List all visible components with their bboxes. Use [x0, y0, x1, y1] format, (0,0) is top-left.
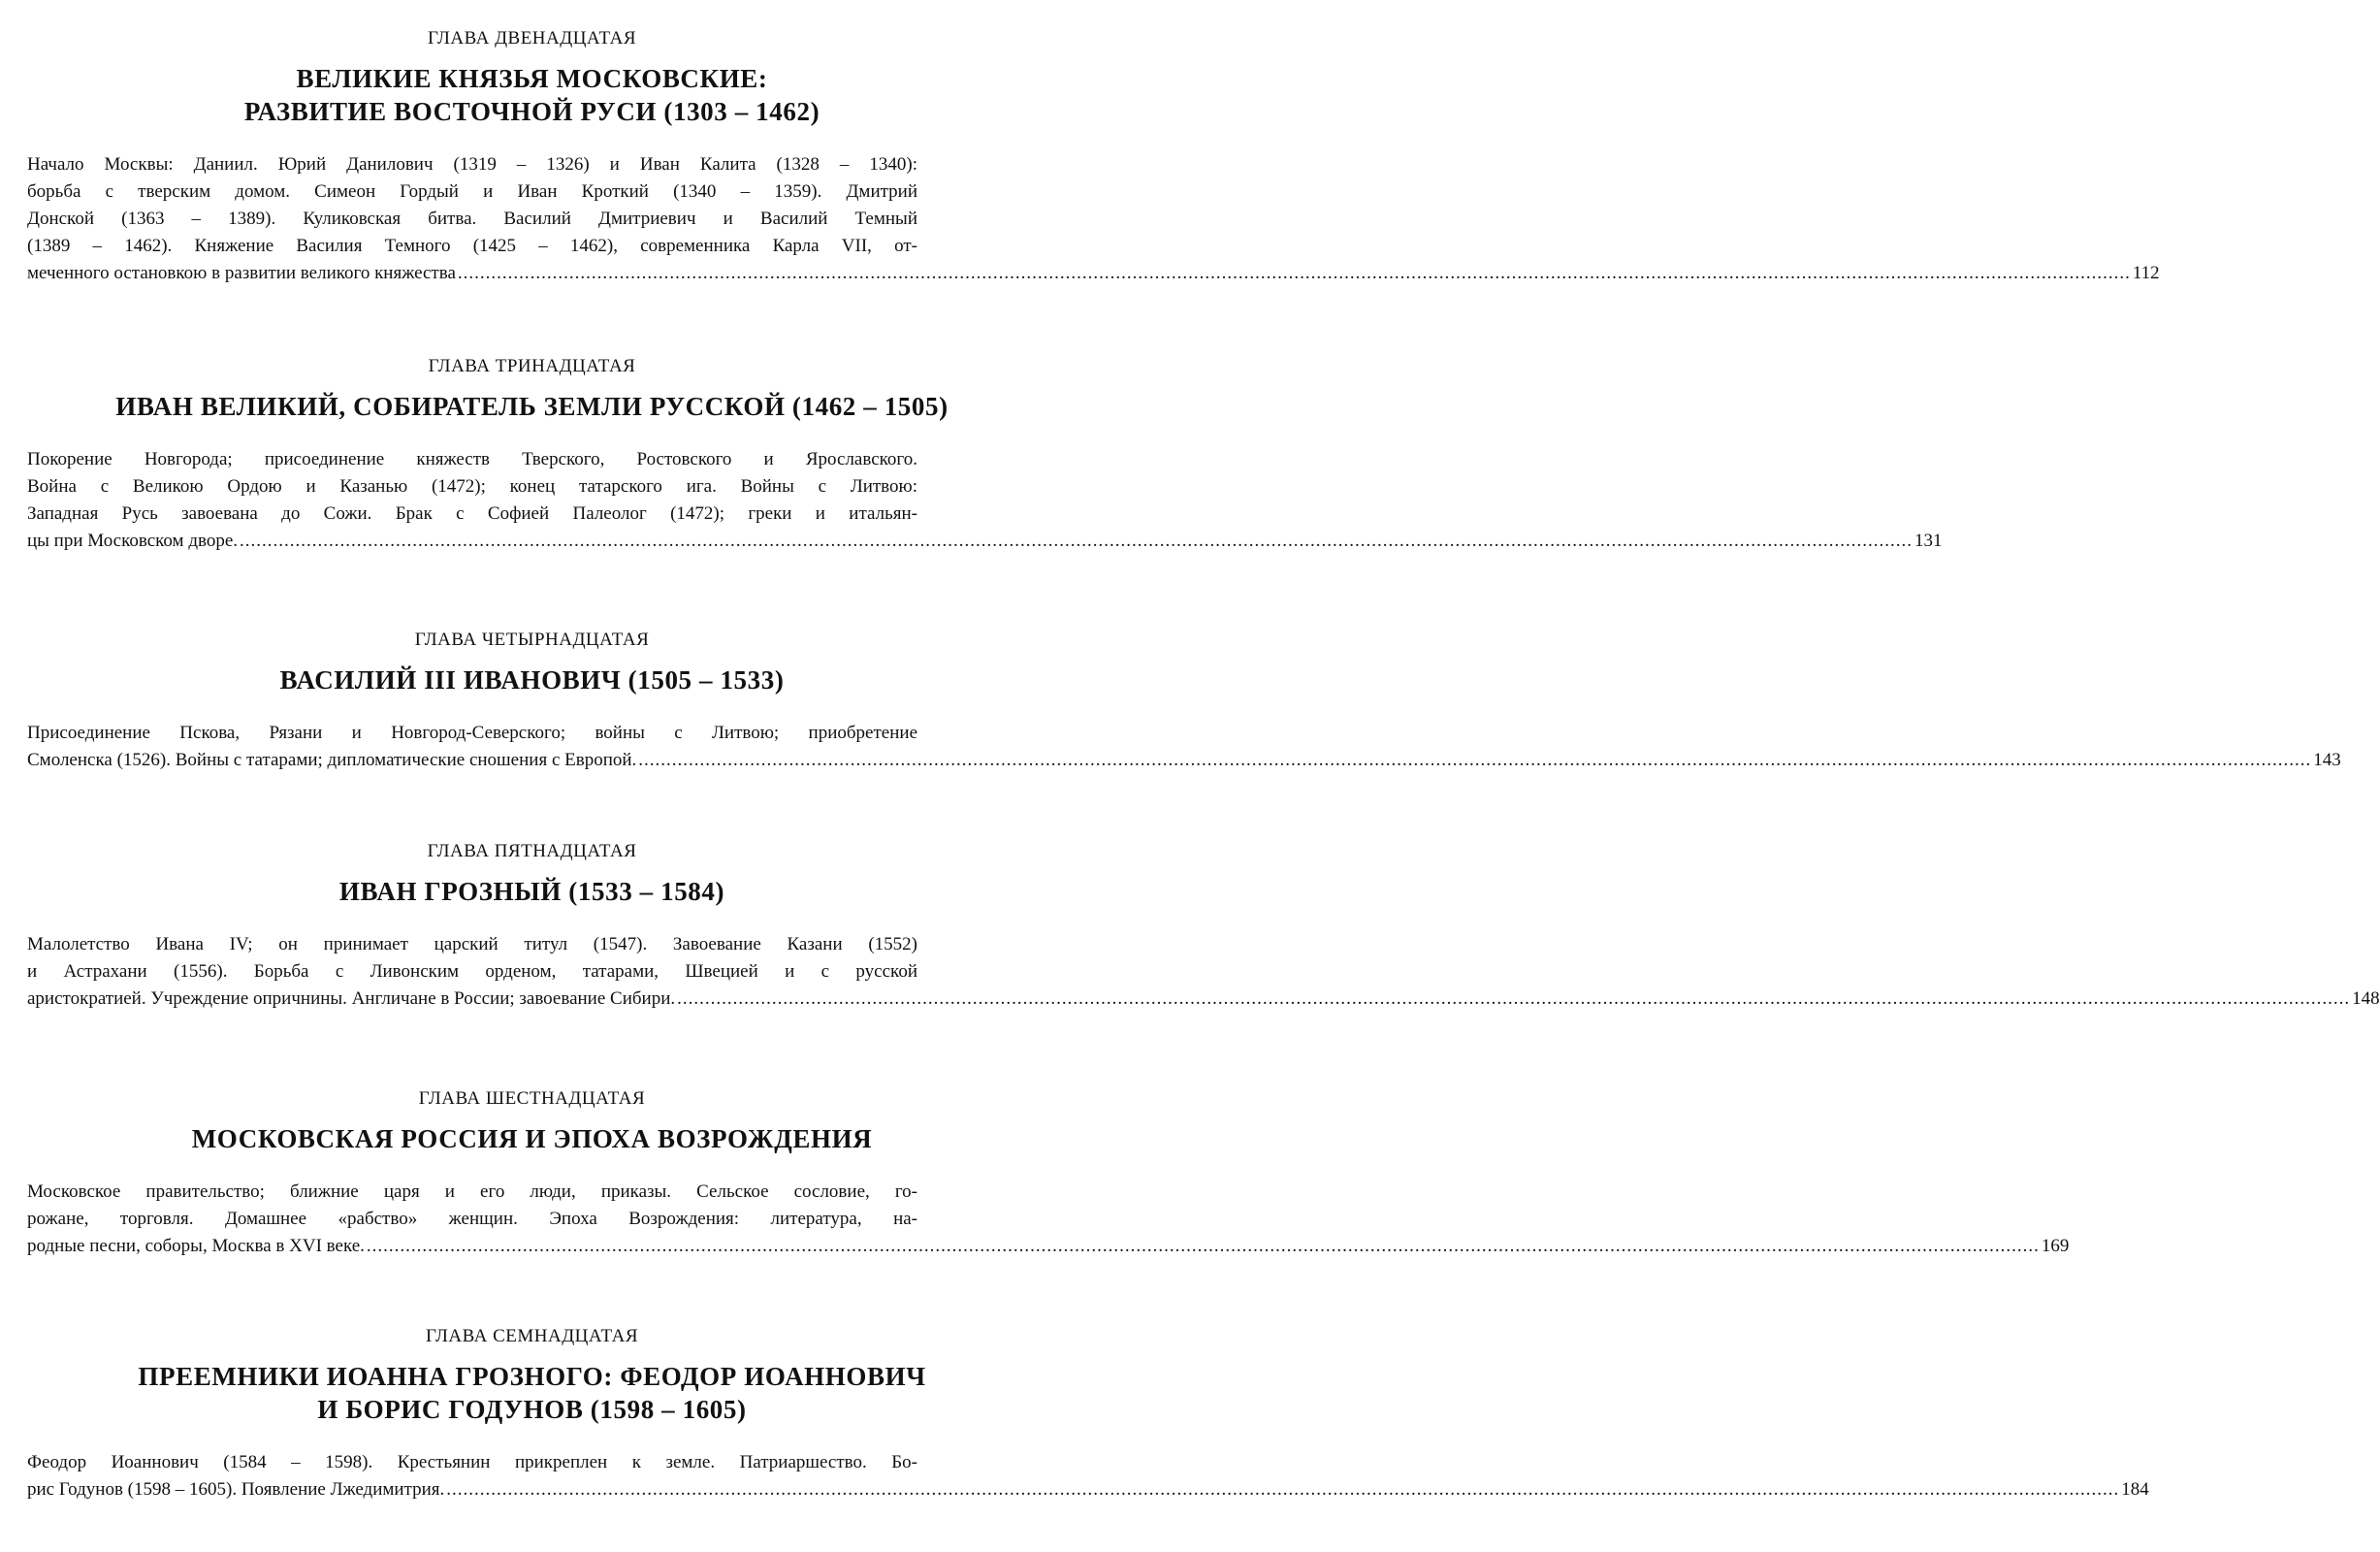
chapter-title-line: РАЗВИТИЕ ВОСТОЧНОЙ РУСИ (1303 – 1462) — [243, 97, 820, 126]
page-number: 112 — [2132, 263, 2160, 283]
summary-line: Донской (1363 – 1389). Куликовская битва. Василий Дмитриевич и Василий Темный — [27, 209, 917, 229]
chapter-summary — [27, 931, 2380, 1013]
chapter-entry — [0, 27, 2160, 287]
chapter-label: ГЛАВА ДВЕНАДЦАТАЯ — [427, 28, 637, 48]
chapter-title-line: ВЕЛИКИЕ КНЯЗЬЯ МОСКОВСКИЕ: — [296, 64, 768, 93]
summary-last-line — [27, 986, 2380, 1013]
summary-last-line — [27, 260, 2160, 287]
summary-line: (1389 – 1462). Княжение Василия Темного (1425 – 1462), современника Карла VII, от- — [27, 236, 917, 256]
summary-line: рожане, торговля. Домашнее «рабство» женщин. Эпоха Возрождения: литература, на- — [27, 1209, 917, 1229]
summary-line: Московское правительство; ближние царя и его люди, приказы. Сельское сословие, го- — [27, 1181, 917, 1202]
summary-last-line — [27, 1476, 2149, 1504]
chapter-entry — [0, 1087, 2070, 1260]
summary-last-line — [27, 747, 2341, 774]
dot-leader: ............................................................................................................................................................................................................................................................................................................ — [366, 1236, 2040, 1256]
chapter-entry — [0, 629, 2341, 774]
chapter-summary — [27, 1179, 2070, 1260]
summary-line: Война с Великою Ордою и Казанью (1472); конец татарского ига. Войны с Литвою: — [27, 476, 917, 497]
summary-line: Присоединение Пскова, Рязани и Новгород-Северского; войны с Литвою; приобретение — [27, 723, 917, 743]
chapter-summary — [27, 1449, 2149, 1504]
dot-leader: ............................................................................................................................................................................................................................................................................................................ — [638, 750, 2312, 770]
chapter-title-line: ИВАН ГРОЗНЫЙ (1533 – 1584) — [338, 877, 725, 906]
page-number: 184 — [2121, 1479, 2149, 1500]
summary-line: Феодор Иоаннович (1584 – 1598). Крестьянин прикреплен к земле. Патриаршество. Бо- — [27, 1452, 917, 1472]
page-number: 148 — [2352, 988, 2380, 1009]
summary-line: Покорение Новгорода; присоединение княжеств Тверского, Ростовского и Ярославского. — [27, 449, 917, 469]
summary-line: Начало Москвы: Даниил. Юрий Данилович (1319 – 1326) и Иван Калита (1328 – 1340): — [27, 154, 917, 175]
chapter-title-line: И БОРИС ГОДУНОВ (1598 – 1605) — [317, 1395, 747, 1424]
chapter-title — [0, 875, 1056, 908]
summary-line: Малолетство Ивана IV; он принимает царский титул (1547). Завоевание Казани (1552) — [27, 934, 917, 954]
dot-leader: ............................................................................................................................................................................................................................................................................................................ — [677, 988, 2351, 1009]
page-number: 169 — [2041, 1236, 2070, 1256]
chapter-title-line: ВАСИЛИЙ III ИВАНОВИЧ (1505 – 1533) — [279, 665, 785, 695]
chapter-title — [0, 663, 1056, 696]
summary-line: Западная Русь завоевана до Сожи. Брак с Софией Палеолог (1472); греки и итальян- — [27, 503, 917, 524]
chapter-entry — [0, 355, 1943, 555]
page-number: 143 — [2313, 750, 2341, 770]
chapter-title — [0, 390, 1056, 423]
chapter-title — [0, 62, 1056, 128]
chapter-label: ГЛАВА СЕМНАДЦАТАЯ — [425, 1326, 638, 1346]
summary-line: Смоленска (1526). Войны с татарами; дипломатические сношения с Европой. — [27, 750, 637, 770]
summary-last-line — [27, 528, 1943, 555]
chapter-summary — [27, 446, 1943, 555]
chapter-label: ГЛАВА ПЯТНАДЦАТАЯ — [427, 841, 637, 861]
summary-line: меченного остановкою в развитии великого княжества — [27, 263, 456, 283]
chapter-label: ГЛАВА ЧЕТЫРНАДЦАТАЯ — [414, 630, 650, 650]
dot-leader: ............................................................................................................................................................................................................................................................................................................ — [240, 531, 1914, 551]
summary-line: рис Годунов (1598 – 1605). Появление Лжедимитрия. — [27, 1479, 445, 1500]
chapter-title — [0, 1360, 1056, 1426]
chapter-summary — [27, 720, 2341, 774]
summary-last-line — [27, 1233, 2070, 1260]
chapter-summary — [27, 151, 2160, 287]
summary-line: борьба с тверским домом. Симеон Гордый и Иван Кроткий (1340 – 1359). Дмитрий — [27, 181, 917, 202]
dot-leader: ............................................................................................................................................................................................................................................................................................................ — [446, 1479, 2120, 1500]
chapter-label: ГЛАВА ШЕСТНАДЦАТАЯ — [418, 1088, 646, 1109]
chapter-entry — [0, 840, 2380, 1013]
chapter-label: ГЛАВА ТРИНАДЦАТАЯ — [428, 356, 636, 376]
page-number: 131 — [1914, 531, 1943, 551]
chapter-title-line: ИВАН ВЕЛИКИЙ, СОБИРАТЕЛЬ ЗЕМЛИ РУССКОЙ (1462 – 1505) — [115, 392, 949, 421]
chapter-title — [0, 1122, 1056, 1155]
chapter-title-line: ПРЕЕМНИКИ ИОАННА ГРОЗНОГО: ФЕОДОР ИОАННОВИЧ — [138, 1362, 926, 1391]
summary-line: и Астрахани (1556). Борьба с Ливонским орденом, татарами, Швецией и с русской — [27, 961, 917, 982]
dot-leader: ............................................................................................................................................................................................................................................................................................................ — [457, 263, 2131, 283]
chapter-entry — [0, 1325, 2149, 1504]
summary-line: родные песни, соборы, Москва в XVI веке. — [27, 1236, 365, 1256]
summary-line: аристократией. Учреждение опричнины. Англичане в России; завоевание Сибири. — [27, 988, 676, 1009]
summary-line: цы при Московском дворе. — [27, 531, 239, 551]
chapter-title-line: МОСКОВСКАЯ РОССИЯ И ЭПОХА ВОЗРОЖДЕНИЯ — [191, 1124, 873, 1153]
